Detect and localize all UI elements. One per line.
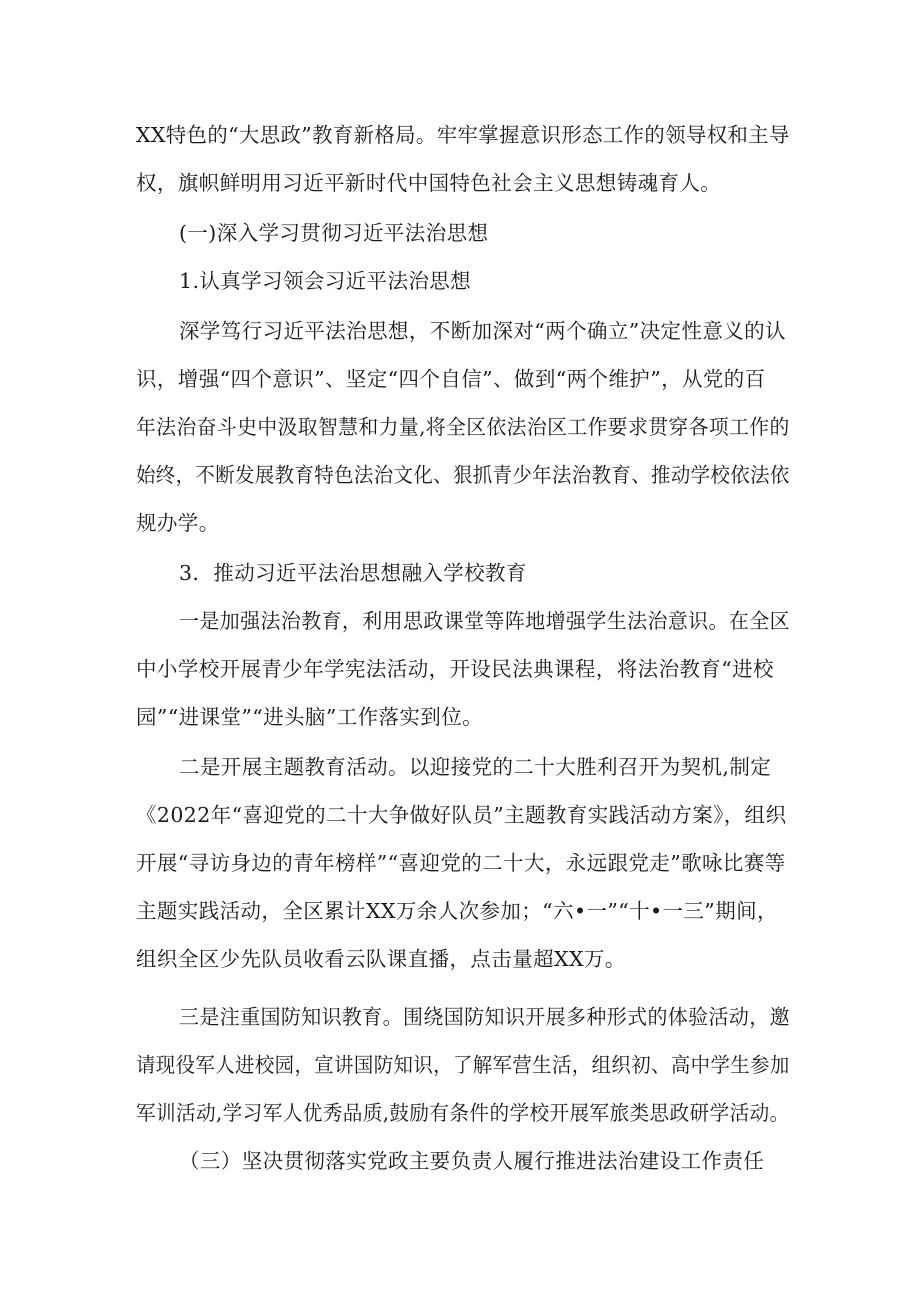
section-heading: （三）坚决贯彻落实党政主要负责人履行推进法治建设工作责任 [179, 1149, 765, 1173]
text-line: 军训活动,学习军人优秀品质,鼓励有条件的学校开展军旅类思政研学活动。 [136, 1101, 790, 1125]
text-line: XX特色的“大思政”教育新格局。牢牢掌握意识形态工作的领导权和主导 [136, 123, 790, 147]
text-line: 深学笃行习近平法治思想，不断加深对“两个确立”决定性意义的认 [179, 319, 786, 343]
text-line: 《2022年“喜迎党的二十大争做好队员”主题教育实践活动方案》，组织 [136, 803, 787, 827]
text-line: 识，增强“四个意识”、坚定“四个自信”、做到“两个维护”，从党的百 [136, 367, 766, 391]
text-line: 始终，不断发展教育特色法治文化、狠抓青少年法治教育、推动学校依法依 [136, 463, 790, 487]
subsection-heading: 3．推动习近平法治思想融入学校教育 [179, 561, 527, 585]
text-line: 权，旗帜鲜明用习近平新时代中国特色社会主义思想铸魂育人。 [136, 171, 722, 195]
text-line: 中小学校开展青少年学宪法活动，开设民法典课程，将法治教育“进校 [136, 657, 774, 681]
text-line: 三是注重国防知识教育。围绕国防知识开展多种形式的体验活动，邀 [179, 1005, 791, 1029]
text-line: 请现役军人进校园，宣讲国防知识，了解军营生活，组织初、高中学生参加 [136, 1053, 790, 1077]
text-line: 二是开展主题教育活动。以迎接党的二十大胜利召开为契机,制定 [179, 755, 772, 779]
text-line: 规办学。 [136, 511, 220, 535]
text-line: 一是加强法治教育，利用思政课堂等阵地增强学生法治意识。在全区 [179, 609, 791, 633]
text-line: 园”“进课堂”“进头脑”工作落实到位。 [136, 705, 484, 729]
subsection-heading: 1.认真学习领会习近平法治思想 [179, 269, 472, 293]
text-line: 开展“寻访身边的青年榜样”“喜迎党的二十大，永远跟党走”歌咏比赛等 [136, 851, 786, 875]
text-line: 年法治奋斗史中汲取智慧和力量,将全区依法治区工作要求贯穿各项工作的 [136, 415, 790, 439]
text-line: 组织全区少先队员收看云队课直播，点击量超XX万。 [136, 947, 626, 971]
section-heading: (一)深入学习贯彻习近平法治思想 [179, 221, 489, 245]
text-line: 主题实践活动，全区累计XX万余人次参加；“六•一”“十•一三”期间， [136, 899, 778, 923]
